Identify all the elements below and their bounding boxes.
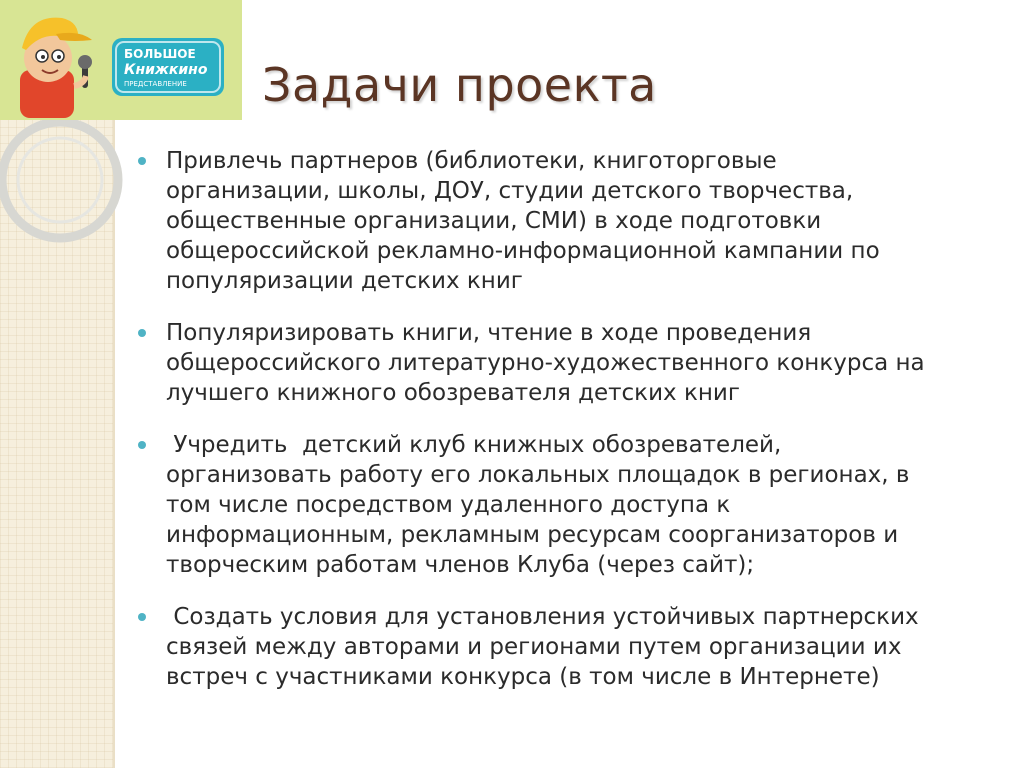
logo-line-2: Книжкино [124,62,208,78]
list-item-text: Популяризировать книги, чтение в ходе проведения общероссийского литературно-художественного конкурса на лучшего книжного обозревателя детских книг [166,320,925,406]
list-item-text: Привлечь партнеров (библиотеки, книготорговые организации, школы, ДОУ, студии детского творчества, общественные организации, СМИ) в ходе подготовки общероссийской рекламно-информационной кампании по популяризации детских книг [166,148,880,294]
bullet-dot-icon [138,613,146,621]
task-list [130,146,1010,714]
bullet-dot-icon [138,329,146,337]
slide-title: Задачи проекта [262,58,657,112]
bullet-dot-icon [138,441,146,449]
project-logo [0,0,242,120]
list-item [130,430,1010,580]
list-item [130,318,1010,408]
left-strip-divider [113,120,115,768]
list-item-text: Учредить детский клуб книжных обозревателей, организовать работу его локальных площадок в регионах, в том числе посредством удаленного доступа к информационным, рекламным ресурсам соорганизаторов и творческим работам членов Клуба (через сайт); [166,432,910,578]
logo-line-1: БОЛЬШОЕ [124,47,196,61]
logo-badge [112,38,224,96]
list-item [130,602,1010,692]
bullet-dot-icon [138,157,146,165]
list-item [130,146,1010,296]
list-item-text: Создать условия для установления устойчивых партнерских связей между авторами и регионами путем организации их встреч с участниками конкурса (в том числе в Интернете) [166,604,919,690]
logo-line-3: ПРЕДСТАВЛЕНИЕ [124,80,187,88]
